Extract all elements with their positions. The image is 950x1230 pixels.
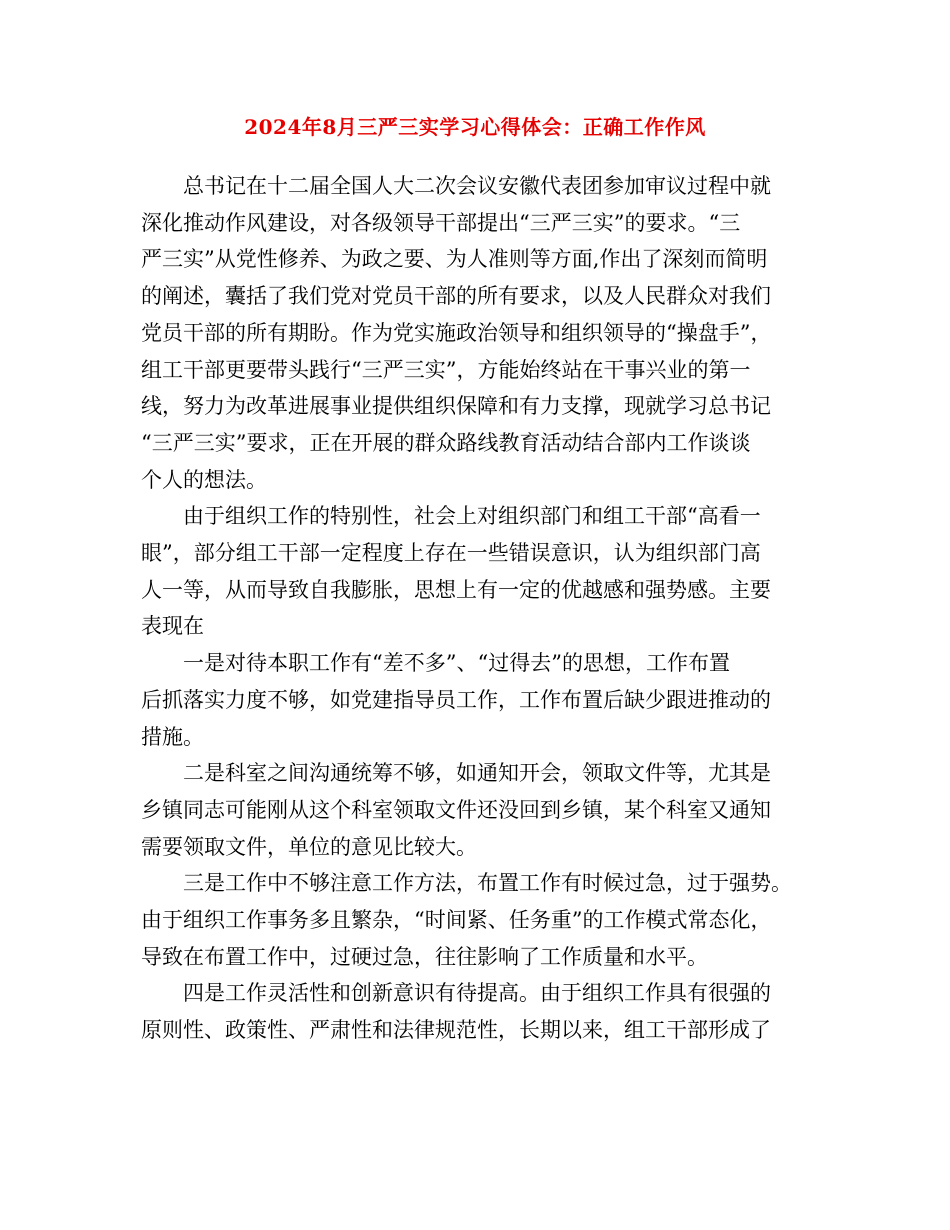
paragraph-2 [141,498,821,645]
document-title: 2024年8月三严三实学习心得体会：正确工作作风 [244,115,706,139]
paragraph-3 [141,645,821,755]
paragraph-line: 乡镇同志可能刚从这个科室领取文件还没回到乡镇，某个科室又通知 [141,797,771,822]
paragraph-line: 由于组织工作的特别性，社会上对组织部门和组工干部“高看一 [183,504,761,529]
paragraph-line: 眼”，部分组工干部一定程度上存在一些错误意识，认为组织部门高 [141,541,761,566]
paragraph-line: 组工干部更要带头践行“三严三实”，方能始终站在干事兴业的第一 [141,357,751,382]
paragraph-line: 后抓落实力度不够，如党建指导员工作，工作布置后缺少跟进推动的 [141,687,771,712]
paragraph-line: 二是科室之间沟通统筹不够，如通知开会，领取文件等，尤其是 [183,761,771,786]
paragraph-line: 原则性、政策性、严肃性和法律规范性，长期以来，组工干部形成了 [141,1018,771,1043]
paragraph-line: 人一等，从而导致自我膨胀，思想上有一定的优越感和强势感。主要 [141,577,771,602]
paragraph-line: 深化推动作风建设，对各级领导干部提出“三严三实”的要求。“三 [141,210,741,235]
paragraph-line: 党员干部的所有期盼。作为党实施政治领导和组织领导的“操盘手”， [141,320,772,345]
paragraph-line: 线，努力为改革进展事业提供组织保障和有力支撑，现就学习总书记 [141,394,771,419]
paragraph-4 [141,755,821,865]
paragraph-line: 一是对待本职工作有“差不多”、“过得去”的思想，工作布置 [183,651,730,676]
paragraph-line: 四是工作灵活性和创新意识有待提高。由于组织工作具有很强的 [183,981,771,1006]
paragraph-line: 个人的想法。 [141,467,267,492]
paragraph-5 [141,865,821,975]
paragraph-6 [141,975,821,1048]
paragraph-line: 严三实”从党性修养、为政之要、为人准则等方面,作出了深刻而简明 [141,247,768,272]
paragraph-1 [141,168,821,498]
paragraph-line: 导致在布置工作中，过硬过急，往往影响了工作质量和水平。 [141,944,708,969]
paragraph-line: 需要领取文件，单位的意见比较大。 [141,834,477,859]
paragraph-line: 总书记在十二届全国人大二次会议安徽代表团参加审议过程中就 [183,174,771,198]
document-body [141,168,821,1049]
paragraph-line: 三是工作中不够注意工作方法，布置工作有时候过急，过于强势。 [183,871,792,896]
paragraph-line: 由于组织工作事务多且繁杂，“时间紧、任务重”的工作模式常态化， [141,908,772,933]
paragraph-line: 表现在 [141,614,204,639]
paragraph-line: “三严三实”要求，正在开展的群众路线教育活动结合部内工作谈谈 [141,430,751,455]
paragraph-line: 的阐述，囊括了我们党对党员干部的所有要求，以及人民群众对我们 [141,284,771,309]
paragraph-line: 措施。 [141,724,204,749]
